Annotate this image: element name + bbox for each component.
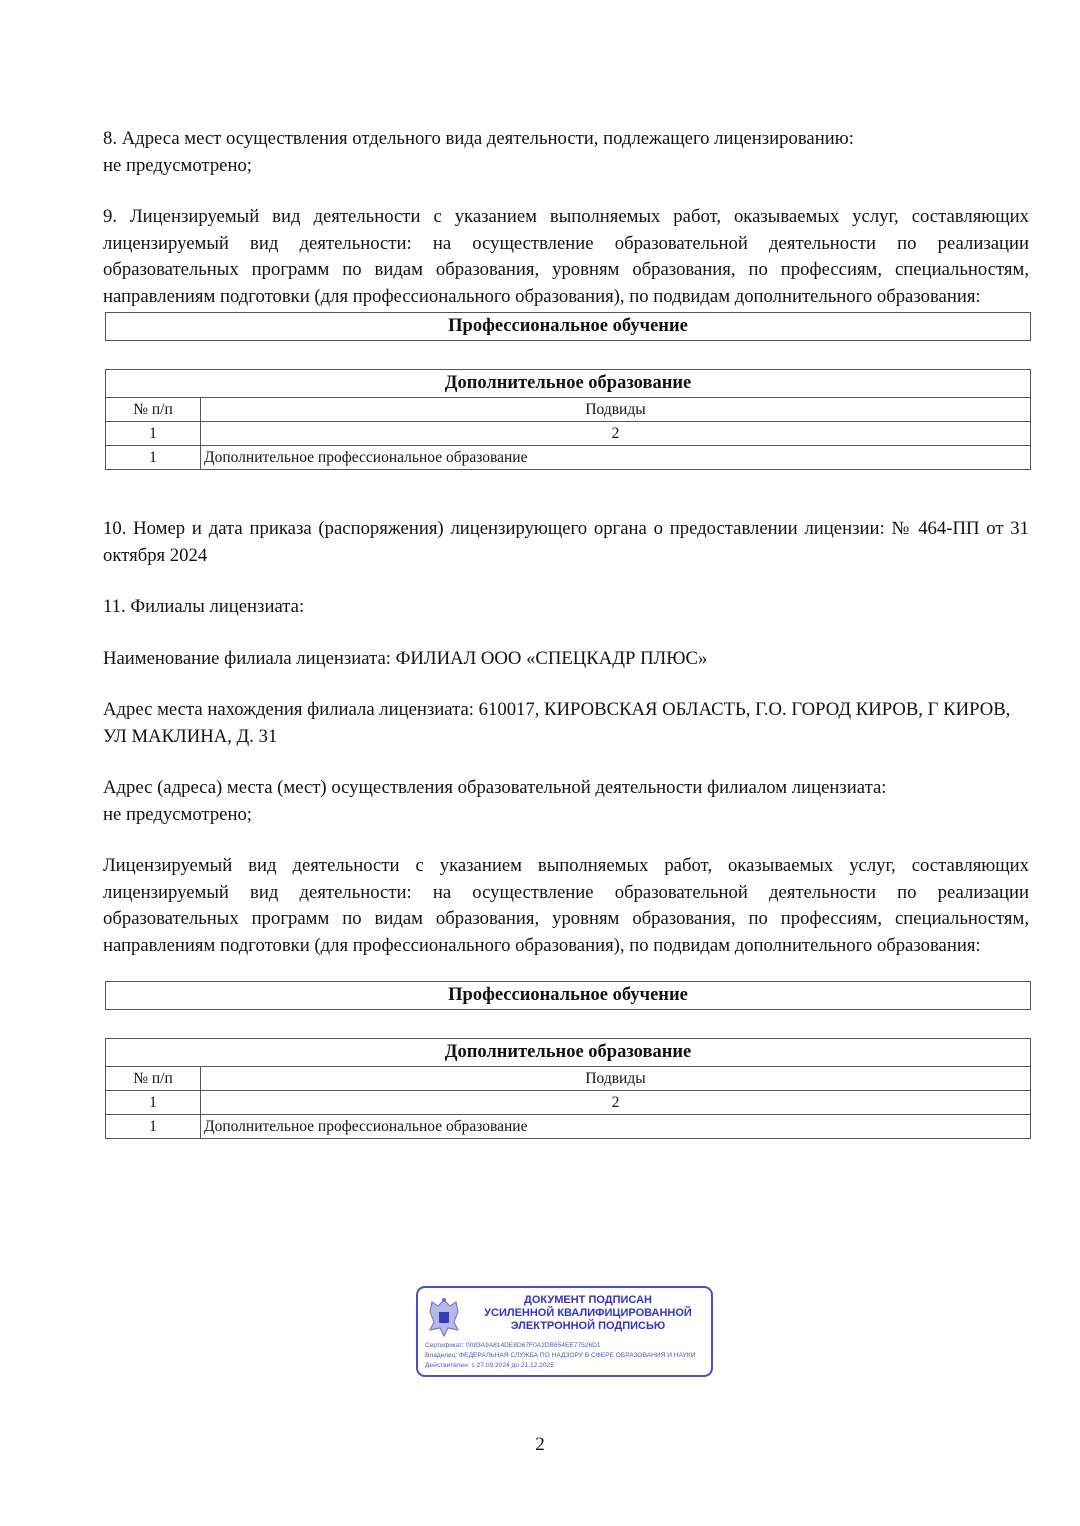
stamp-details [425, 1341, 695, 1371]
certificate-number: Сертификат: 0083A9A814DE8D67F0A2DB654EE77526D1 [425, 1342, 601, 1349]
branch-address: Адрес места нахождения филиала лицензиата: 610017, КИРОВСКАЯ ОБЛАСТЬ, Г.О. ГОРОД КИРОВ, Г КИРОВ, УЛ МАКЛИНА, Д. 31 [103, 699, 1011, 747]
row-subtype: Дополнительное профессиональное образование [201, 1115, 1031, 1139]
column-index-2: 2 [201, 422, 1031, 446]
branch-prof-training-title: Профессиональное обучение [106, 982, 1031, 1010]
row-number: 1 [106, 446, 201, 470]
column-header-number: № п/п [106, 398, 201, 422]
branch-additional-education-title: Дополнительное образование [106, 1039, 1031, 1067]
table-row [106, 1115, 1031, 1139]
coat-of-arms-icon [426, 1296, 462, 1338]
document-body [103, 126, 1029, 1139]
additional-education-title: Дополнительное образование [106, 370, 1031, 398]
certificate-validity: Действителен: с 27.09.2024 до 21.12.2025 [425, 1362, 554, 1369]
electronic-signature-stamp [416, 1286, 713, 1377]
column-header-subtypes: Подвиды [201, 1067, 1031, 1091]
stamp-heading: ДОКУМЕНТ ПОДПИСАН УСИЛЕННОЙ КВАЛИФИЦИРОВАННОЙ ЭЛЕКТРОННОЙ ПОДПИСЬЮ [484, 1294, 692, 1332]
page-number: 2 [535, 1434, 545, 1455]
branch-prof-training-table [105, 981, 1031, 1010]
prof-training-title: Профессиональное обучение [106, 313, 1031, 341]
prof-training-table [105, 312, 1031, 341]
section-8-heading: 8. Адреса мест осуществления отдельного вида деятельности, подлежащего лицензированию: [103, 128, 854, 149]
branch-additional-education-table [105, 1038, 1031, 1139]
section-9-text: 9. Лицензируемый вид деятельности с указанием выполняемых работ, оказываемых услуг, составляющих лицензируемый вид деятельности: на осуществление образовательной деятельности по реализации образовательных программ по видам образования, уровням образования, по профессиям, специальностям, направлениям подготовки (для профессионального образования), по подвидам дополнительного образования: [103, 206, 1029, 307]
branch-name: Наименование филиала лицензиата: ФИЛИАЛ ООО «СПЕЦКАДР ПЛЮС» [103, 647, 708, 669]
row-number: 1 [106, 1115, 201, 1139]
column-header-subtypes: Подвиды [201, 398, 1031, 422]
section-8-value: не предусмотрено; [103, 154, 252, 176]
column-header-number: № п/п [106, 1067, 201, 1091]
column-index-1: 1 [106, 1091, 201, 1115]
column-index-2: 2 [201, 1091, 1031, 1115]
activity-address-value: не предусмотрено; [103, 803, 252, 825]
section-10-text: 10. Номер и дата приказа (распоряжения) лицензирующего органа о предоставлении лицензии: № 464-ПП от 31 октября 2024 [103, 518, 1029, 566]
additional-education-table [105, 369, 1031, 470]
column-index-1: 1 [106, 422, 201, 446]
table-row [106, 446, 1031, 470]
branch-activity-text: Лицензируемый вид деятельности с указанием выполняемых работ, оказываемых услуг, составляющих лицензируемый вид деятельности: на осуществление образовательной деятельности по реализации образовательных программ по видам образования, уровням образования, по профессиям, специальностям, направлениям подготовки (для профессионального образования), по подвидам дополнительного образования: [103, 855, 1029, 956]
activity-address-label: Адрес (адреса) места (мест) осуществления образовательной деятельности филиалом лицензиата: [103, 777, 887, 798]
certificate-owner: Владелец: ФЕДЕРАЛЬНАЯ СЛУЖБА ПО НАДЗОРУ В СФЕРЕ ОБРАЗОВАНИЯ И НАУКИ [425, 1352, 696, 1359]
row-subtype: Дополнительное профессиональное образование [201, 446, 1031, 470]
section-11-heading: 11. Филиалы лицензиата: [103, 596, 305, 617]
